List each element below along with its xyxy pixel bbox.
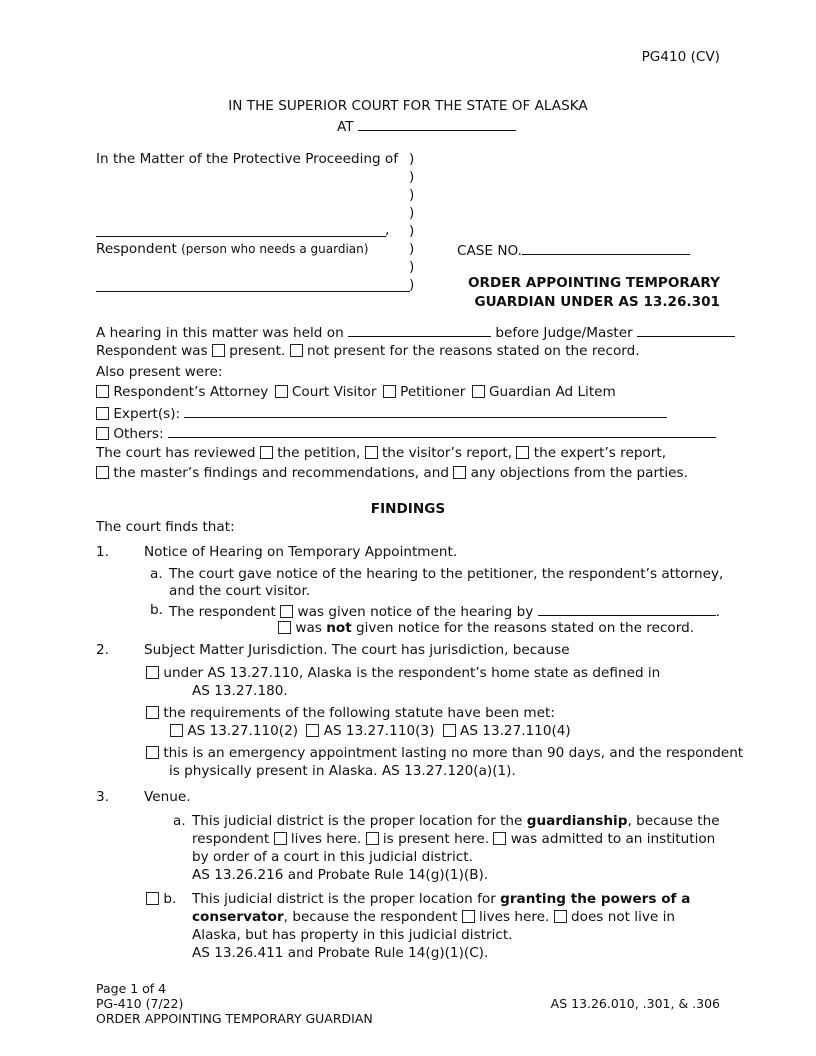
item-1b-line2: was not given notice for the reasons stated on the record. xyxy=(278,620,694,637)
court-location xyxy=(337,117,516,136)
item-2-title: Subject Matter Jurisdiction. The court has jurisdiction, because xyxy=(144,642,570,658)
reviewed-row: The court has reviewed the petition, the visitor’s report, the expert’s report, xyxy=(96,445,667,461)
attendees-row: Respondent’s Attorney Court Visitor Petitioner Guardian Ad Litem xyxy=(96,384,616,401)
item-3a-label: a. xyxy=(173,813,186,829)
emergency-checkbox[interactable] xyxy=(146,746,159,759)
statute-110-2-checkbox[interactable] xyxy=(170,724,183,737)
jurisdiction-opt3: this is an emergency appointment lasting no more than 90 days, and the respondent xyxy=(146,745,743,762)
item-2-number: 2. xyxy=(96,642,109,658)
guardianship-present-checkbox[interactable] xyxy=(366,832,379,845)
others-field[interactable] xyxy=(168,424,716,438)
petitioner-checkbox[interactable] xyxy=(383,385,396,398)
hearing-line: A hearing in this matter was held on before Judge/Master xyxy=(96,323,735,342)
experts-row: Expert(s): xyxy=(96,404,667,423)
jurisdiction-opt2: the requirements of the following statute have been met: xyxy=(146,705,555,722)
judge-field[interactable] xyxy=(637,323,735,337)
statute-options: AS 13.27.110(2) AS 13.27.110(3) AS 13.27.110(4) xyxy=(170,723,571,740)
respondent-name-line[interactable] xyxy=(96,236,386,237)
footer-left xyxy=(96,981,373,1026)
item-1b-line1: The respondent was given notice of the hearing by . xyxy=(169,604,720,620)
visitor-report-checkbox[interactable] xyxy=(365,446,378,459)
expert-report-checkbox[interactable] xyxy=(516,446,529,459)
present-checkbox[interactable] xyxy=(212,344,225,357)
item-3a-line3: by order of a court in this judicial district. xyxy=(192,849,473,865)
item-3b-line2: conservator, because the respondent lives here. does not live in xyxy=(192,909,675,925)
item-3b-line3: Alaska, but has property in this judicial district. xyxy=(192,927,513,943)
petition-checkbox[interactable] xyxy=(260,446,273,459)
experts-checkbox[interactable] xyxy=(96,407,109,420)
court-title: IN THE SUPERIOR COURT FOR THE STATE OF ALASKA xyxy=(228,98,588,114)
item-1b-label: b. xyxy=(150,602,163,618)
findings-heading: FINDINGS xyxy=(370,501,446,517)
experts-field[interactable] xyxy=(184,404,667,418)
respondent-label: Respondent (person who needs a guardian) xyxy=(96,241,369,257)
order-title: ORDER APPOINTING TEMPORARY GUARDIAN UNDER AS 13.26.301 xyxy=(468,275,720,310)
footer-page: Page 1 of 4 xyxy=(96,981,167,996)
item-1a-text: The court gave notice of the hearing to the petitioner, the respondent’s attorney, and the court visitor. xyxy=(169,566,724,599)
item-3b-line1: This judicial district is the proper location for granting the powers of a xyxy=(192,891,691,907)
conservator-not-live-checkbox[interactable] xyxy=(554,910,567,923)
footer-form: PG-410 (7/22) xyxy=(96,996,184,1011)
objections-checkbox[interactable] xyxy=(453,466,466,479)
item-3-title: Venue. xyxy=(144,789,191,805)
findings-intro: The court finds that: xyxy=(96,519,235,535)
guardianship-lives-checkbox[interactable] xyxy=(274,832,287,845)
respondent-presence: Respondent was present. not present for the reasons stated on the record. xyxy=(96,343,640,359)
guardianship-admitted-checkbox[interactable] xyxy=(493,832,506,845)
not-present-checkbox[interactable] xyxy=(290,344,303,357)
hearing-date-field[interactable] xyxy=(348,323,491,337)
notice-given-checkbox[interactable] xyxy=(280,605,293,618)
item-3b-label: b. xyxy=(146,891,176,908)
item-3-number: 3. xyxy=(96,789,109,805)
matter-label: In the Matter of the Protective Proceeding of xyxy=(96,151,399,167)
jurisdiction-opt1: under AS 13.27.110, Alaska is the respondent’s home state as defined in xyxy=(146,665,660,682)
item-1a-label: a. xyxy=(150,566,163,582)
item-3a-line1: This judicial district is the proper location for the guardianship, because the xyxy=(192,813,720,829)
caption-bottom-line xyxy=(96,291,410,292)
case-number: CASE NO. xyxy=(457,241,690,260)
jurisdiction-opt3-line2: is physically present in Alaska. AS 13.27.120(a)(1). xyxy=(169,763,516,779)
notice-not-given-checkbox[interactable] xyxy=(278,621,291,634)
others-row: Others: xyxy=(96,424,716,443)
statute-110-3-checkbox[interactable] xyxy=(306,724,319,737)
conservator-lives-checkbox[interactable] xyxy=(462,910,475,923)
form-code: PG410 (CV) xyxy=(641,49,720,65)
case-number-field[interactable] xyxy=(522,241,690,255)
reviewed-row-2: the master’s findings and recommendations, and any objections from the parties. xyxy=(96,465,688,482)
item-3a-line4: AS 13.26.216 and Probate Rule 14(g)(1)(B). xyxy=(192,867,489,883)
visitor-checkbox[interactable] xyxy=(275,385,288,398)
also-present-label: Also present were: xyxy=(96,364,223,380)
attorney-checkbox[interactable] xyxy=(96,385,109,398)
statute-met-checkbox[interactable] xyxy=(146,706,159,719)
item-3a-line2: respondent lives here. is present here. was admitted to an institution xyxy=(192,831,716,847)
master-findings-checkbox[interactable] xyxy=(96,466,109,479)
footer-title: ORDER APPOINTING TEMPORARY GUARDIAN xyxy=(96,1011,373,1026)
home-state-checkbox[interactable] xyxy=(146,666,159,679)
location-field[interactable] xyxy=(358,117,516,131)
item-1-number: 1. xyxy=(96,544,109,560)
conservator-venue-checkbox[interactable] xyxy=(146,892,159,905)
jurisdiction-opt1-line2: AS 13.27.180. xyxy=(192,683,288,699)
footer-statutes: AS 13.26.010, .301, & .306 xyxy=(550,996,720,1011)
notice-by-field[interactable] xyxy=(538,602,716,616)
others-checkbox[interactable] xyxy=(96,427,109,440)
item-3b-line4: AS 13.26.411 and Probate Rule 14(g)(1)(C). xyxy=(192,945,489,961)
gal-checkbox[interactable] xyxy=(472,385,485,398)
at-label: AT xyxy=(337,119,354,135)
item-1-title: Notice of Hearing on Temporary Appointment. xyxy=(144,544,458,560)
statute-110-4-checkbox[interactable] xyxy=(443,724,456,737)
